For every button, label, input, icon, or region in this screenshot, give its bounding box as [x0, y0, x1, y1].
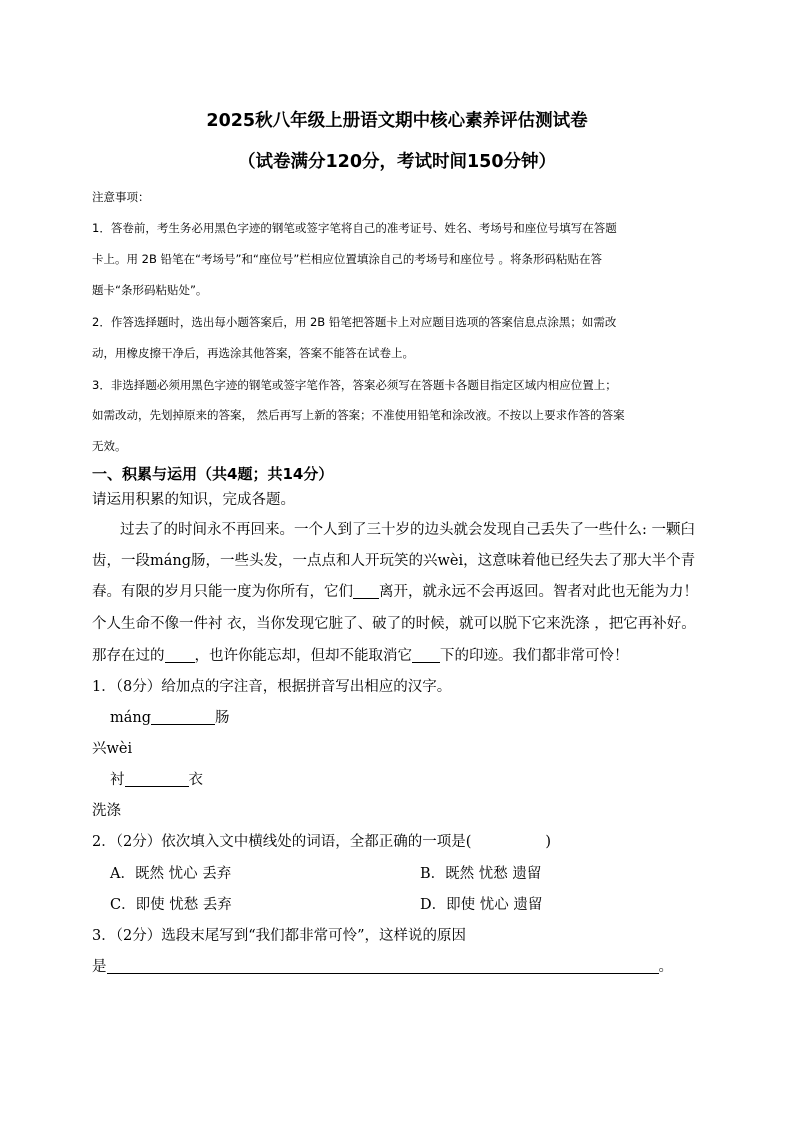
item-c-prefix: 衬	[110, 772, 125, 788]
note-3-line-3: 无效。	[92, 439, 127, 453]
question-1-item-a	[110, 706, 230, 727]
answer-suffix: 。	[658, 959, 673, 975]
exam-title: 2025秋八年级上册语文期中核心素养评估测试卷	[206, 111, 588, 131]
section-instruction: 请运用积累的知识，完成各题。	[92, 492, 295, 508]
note-2-line-2: 动，用橡皮擦干净后，再选涂其他答案，答案不能答在试卷上。	[92, 346, 414, 360]
answer-blank-3[interactable]	[107, 958, 659, 974]
option-d[interactable]: D．即使 忧心 遗留	[420, 897, 543, 913]
fill-blank-2[interactable]	[165, 647, 195, 663]
notes-heading: 注意事项：	[92, 190, 150, 204]
note-1-line-3: 题卡“条形码粘贴处”。	[92, 283, 208, 297]
answer-blank-c[interactable]	[125, 771, 189, 787]
option-c[interactable]: C．即使 忧愁 丢弃	[110, 897, 232, 913]
item-a-pinyin: máng	[110, 710, 152, 726]
question-1-stem: 1．（8分）给加点的字注音，根据拼音写出相应的汉字。	[92, 679, 452, 695]
passage-line-3-text-a: 春。有限的岁月只能一度为你所有，它们	[92, 584, 353, 600]
note-1-line-2: 卡上。用 2B 铅笔在“考场号”和“座位号”栏相应位置填涂自己的考场号和座位号 。将条形码粘贴在答	[92, 252, 602, 266]
passage-line-5-text-b: ，也许你能忘却，但却不能取消它	[194, 648, 412, 664]
answer-prefix: 是	[92, 959, 107, 975]
option-b[interactable]: B．既然 忧愁 遗留	[420, 866, 542, 882]
question-2-stem-end: )	[545, 834, 552, 850]
passage-line-1: 过去了的时间永不再回来。一个人到了三十岁的边头就会发现自己丢失了一些什么: 一颗臼	[120, 522, 695, 538]
question-2-stem-text: 2．（2分）依次填入文中横线处的词语，全都正确的一项是(	[92, 834, 472, 850]
note-1-line-1: 1．答卷前，考生务必用黑色字迹的钢笔或签字笔将自己的准考证号、姓名、考场号和座位号填写在答题	[92, 221, 617, 235]
item-c-suffix: 衣	[188, 772, 203, 788]
item-a-suffix: 肠	[215, 710, 230, 726]
fill-blank-3[interactable]	[412, 647, 440, 663]
section-heading: 一、积累与运用（共4题；共14分）	[92, 465, 334, 483]
passage-line-2: 齿，一段máng肠，一些头发，一点点和人开玩笑的兴wèi，这意味着他已经失去了那大半个青	[92, 553, 696, 569]
answer-blank-a[interactable]	[151, 709, 215, 725]
passage-line-3	[92, 580, 698, 601]
passage-line-3-text-b: 离开，就永远不会再返回。智者对此也无能为力！	[379, 584, 698, 600]
exam-subtitle: （试卷满分120分，考试时间150分钟）	[237, 152, 557, 172]
question-1-item-d: 洗涤	[92, 803, 121, 819]
note-3-line-2: 如需改动，先划掉原来的答案， 然后再写上新的答案；不准使用铅笔和涂改液。不按以上要求作答的答案	[92, 408, 625, 422]
passage-line-5-text-a: 那存在过的	[92, 648, 165, 664]
question-2-stem	[92, 830, 551, 851]
passage-line-5-text-c: 下的印迹。我们都非常可怜！	[440, 648, 629, 664]
question-1-item-c	[110, 768, 203, 789]
note-3-line-1: 3．非选择题必须用黑色字迹的钢笔或签字笔作答，答案必须写在答题卡各题目指定区域内相应位置上；	[92, 378, 617, 392]
question-3-stem: 3．（2分）选段末尾写到“我们都非常可怜”，这样说的原因	[92, 928, 467, 944]
note-2-line-1: 2．作答选择题时，选出每小题答案后，用 2B 铅笔把答题卡上对应题目选项的答案信息点涂黑；如需改	[92, 315, 617, 329]
question-1-item-b: 兴wèi	[92, 741, 133, 757]
question-3-answer-line	[92, 955, 673, 976]
option-a[interactable]: A．既然 忧心 丢弃	[110, 866, 232, 882]
fill-blank-1[interactable]	[353, 583, 379, 599]
passage-line-4: 个人生命不像一件衬 衣，当你发现它脏了、破了的时候，就可以脱下它来洗涤 ，把它再补好。	[92, 616, 696, 632]
passage-line-5	[92, 644, 629, 665]
